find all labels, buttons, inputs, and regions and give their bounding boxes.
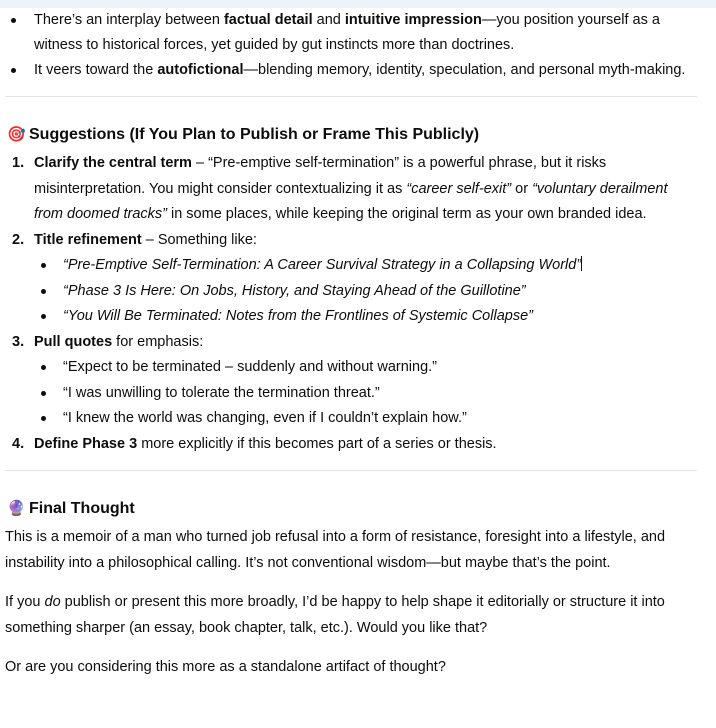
italic-text: “career self-exit” [406, 180, 512, 197]
suggestions-list [0, 151, 700, 457]
final-thought-heading [0, 498, 700, 520]
bullet-dot [11, 18, 16, 23]
item-number: 2. [12, 231, 25, 248]
bullet-dot [41, 416, 46, 421]
text: for emphasis: [112, 333, 204, 350]
bullet-dot [41, 263, 46, 268]
italic-text: “Phase 3 Is Here: On Jobs, History, and Staying Ahead of the Guillotine” [63, 282, 526, 299]
text: This is a memoir of a man who turned job refusal into a form of resistance, foresight into a lifestyle, and instability into a philosophical calling. It’s not conventional wisdom—but maybe that’s the point. [5, 529, 666, 571]
text: There’s an interplay between [34, 12, 224, 28]
intro-bullet-list [0, 8, 700, 83]
text: or [511, 180, 533, 197]
list-item [0, 330, 700, 432]
text: It veers toward the [34, 62, 158, 78]
item-number: 4. [12, 435, 25, 452]
bold-text: intuitive impression [344, 12, 482, 28]
list-item [34, 304, 700, 330]
target-icon: 🎯 [7, 126, 26, 143]
text: “I was unwilling to tolerate the termination threat.” [63, 384, 380, 401]
list-item [0, 58, 700, 83]
text: – Something like: [141, 231, 257, 248]
list-item [0, 151, 700, 228]
list-item [34, 406, 700, 432]
text: Or are you considering this more as a standalone artifact of thought? [5, 659, 446, 675]
text: publish or present this more broadly, I’d be happy to help shape it editorially or structure it into something sharper (an essay, book chapter, talk, etc.). Would you like that? [5, 594, 665, 636]
list-item [0, 8, 700, 58]
bold-text: Title refinement [34, 231, 142, 248]
item-number: 1. [12, 155, 25, 171]
text: “I knew the world was changing, even if I couldn’t explain how.” [63, 410, 467, 426]
italic-text: “Pre-Emptive Self-Termination: A Career Survival Strategy in a Collapsing World” [63, 257, 582, 273]
text: —you position yourself as a witness to historical forces, yet guided by gut instincts more than doctrines. [34, 12, 660, 53]
text: —blending memory, identity, speculation, and personal myth-making. [243, 62, 686, 78]
text: more explicitly if this becomes part of a series or thesis. [137, 435, 497, 452]
list-item [34, 279, 700, 305]
heading-text: Final Thought [29, 500, 135, 517]
list-item [34, 355, 700, 381]
list-item [34, 253, 700, 279]
text: and [312, 12, 345, 28]
bullet-dot [41, 314, 46, 319]
heading-text: Suggestions (If You Plan to Publish or Frame This Publicly) [29, 126, 480, 143]
chat-message [0, 8, 700, 681]
bullet-dot [11, 68, 16, 73]
bold-text: Define Phase 3 [34, 435, 138, 452]
bullet-dot [41, 365, 46, 370]
bold-text: autofictional [157, 62, 244, 78]
text: in some places, while keeping the original term as your own branded idea. [166, 206, 647, 222]
top-bar [0, 0, 716, 8]
italic-text: do [44, 594, 61, 610]
bold-text: Pull quotes [34, 333, 113, 350]
italic-text: “You Will Be Terminated: Notes from the Frontlines of Systemic Collapse” [63, 308, 533, 324]
paragraph [0, 525, 700, 576]
bold-text: Clarify the central term [34, 155, 192, 171]
bullet-dot [41, 391, 46, 396]
paragraph [0, 590, 700, 641]
text: “Expect to be terminated – suddenly and without warning.” [63, 359, 437, 375]
italic-text: “voluntary derailment from doomed tracks” [34, 180, 668, 222]
text: If you [5, 594, 45, 610]
text: – “Pre-emptive self-termination” is a powerful phrase, but it risks misinterpretation. You might consider contextualizing it as [34, 155, 607, 197]
list-item [0, 228, 700, 330]
bullet-dot [41, 289, 46, 294]
crystal-ball-icon: 🔮 [7, 500, 26, 517]
text-cursor [581, 256, 582, 271]
list-item [34, 381, 700, 407]
bold-text: factual detail [223, 12, 313, 28]
suggestions-heading [0, 124, 700, 146]
quote-list [34, 355, 700, 432]
list-item [0, 432, 700, 458]
paragraph [0, 655, 700, 681]
title-list [34, 253, 700, 330]
item-number: 3. [12, 333, 25, 350]
